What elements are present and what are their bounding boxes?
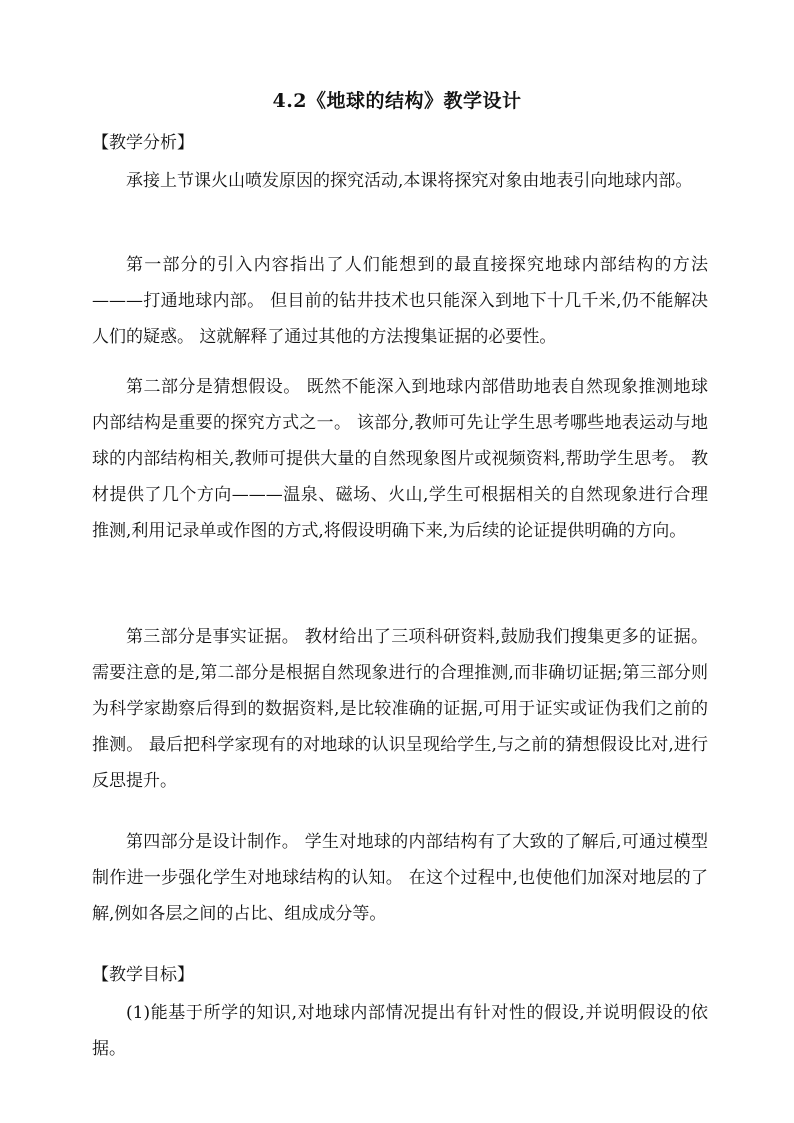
section-heading-teaching-analysis: 【教学分析】 [92,133,194,153]
paragraph-intro: 承接上节课火山喷发原因的探究活动,本课将探究对象由地表引向地球内部。 [126,171,693,191]
paragraph-part-three: 第三部分是事实证据。 教材给出了三项科研资料,鼓励我们搜集更多的证据。 需要注意的是,第二部分是根据自然现象进行的合理推测,而非确切证据;第三部分则为科学家勘察后得到的数据资料,是比较准确的证据,可用于证实或证伪我们之前的推测。 最后把科学家现有的对地球的认识呈现给学生,与之前的猜想假设比对,进行反思提升。 [92,627,708,791]
section-heading-teaching-goals: 【教学目标】 [92,965,194,985]
paragraph-goal-one: (1)能基于所学的知识,对地球内部情况提出有针对性的假设,并说明假设的依据。 [92,1003,708,1059]
document-title: 4.2《地球的结构》教学设计 [272,90,522,112]
paragraph-part-one: 第一部分的引入内容指出了人们能想到的最直接探究地球内部结构的方法———打通地球内部。 但目前的钻井技术也只能深入到地下十几千米,仍不能解决人们的疑惑。 这就解释了通过其他的方法搜集证据的必要性。 [92,255,708,347]
paragraph-part-four: 第四部分是设计制作。 学生对地球的内部结构有了大致的了解后,可通过模型制作进一步强化学生对地球结构的认知。 在这个过程中,也使他们加深对地层的了解,例如各层之间的占比、组成成分等。 [92,832,708,924]
paragraph-part-two: 第二部分是猜想假设。 既然不能深入到地球内部借助地表自然现象推测地球内部结构是重要的探究方式之一。 该部分,教师可先让学生思考哪些地表运动与地球的内部结构相关,教师可提供大量的自然现象图片或视频资料,帮助学生思考。 教材提供了几个方向———温泉、磁场、火山,学生可根据相关的自然现象进行合理推测,利用记录单或作图的方式,将假设明确下来,为后续的论证提供明确的方向。 [92,377,708,541]
